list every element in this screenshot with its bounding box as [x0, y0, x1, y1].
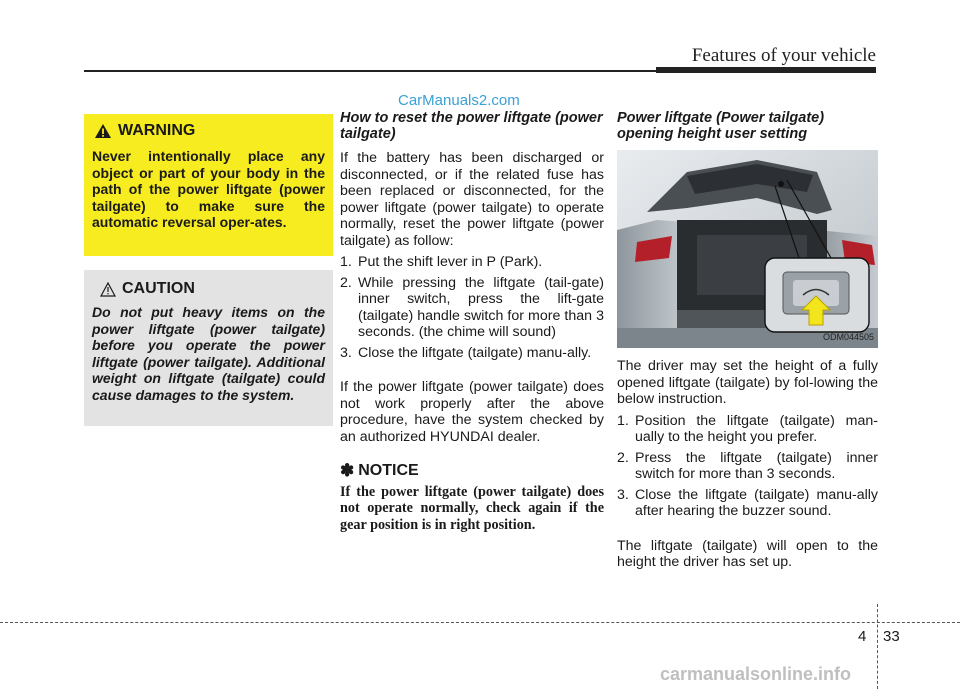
reset-intro: If the battery has been discharged or disconnected, or if the related fuse has been replaced or disconnected, for the power liftgate (power tailgate) to operate normally, reset the power liftgate (power tailgate) as follow:: [340, 150, 604, 249]
step-number: 3.: [617, 486, 629, 503]
warning-box: [84, 114, 333, 256]
image-code: ODM044505: [822, 331, 874, 342]
caution-text: Do not put heavy items on the power liftgate (power tailgate) before you operate the power liftgate (power tailgate). Additional weight on liftgate (tailgate) could cause damages to the system.: [92, 304, 325, 403]
reset-after: If the power liftgate (power tailgate) does not work properly after the above procedure, have the system checked by an authorized HYUNDAI dealer.: [340, 379, 604, 445]
footer-rule: [0, 622, 960, 623]
header-bar: [656, 67, 876, 73]
reset-section: [340, 110, 604, 533]
caution-heading: [92, 280, 325, 298]
height-intro: The driver may set the height of a fully opened liftgate (tailgate) by fol-lowing the below instruction.: [617, 358, 878, 407]
height-step: [617, 413, 878, 446]
warning-triangle-icon: [94, 123, 112, 139]
header-rule: [84, 70, 656, 72]
site-watermark[interactable]: CarManuals2.com: [398, 92, 520, 109]
caution-box: [84, 270, 333, 426]
step-number: 2.: [617, 449, 629, 466]
warning-text: Never intentionally place any object or part of your body in the path of the power liftgate (power tailgate) to make sure the automatic reversal oper-ates.: [92, 148, 325, 230]
step-text: Put the shift lever in P (Park).: [358, 254, 543, 270]
step-number: 1.: [340, 254, 352, 270]
page-number: 33: [883, 628, 900, 645]
height-step: [617, 450, 878, 483]
reset-step: [340, 345, 604, 362]
height-step: [617, 487, 878, 520]
warning-heading-text: WARNING: [118, 122, 196, 139]
step-text: While pressing the liftgate (tail-gate) inner switch, press the lift-gate (tailgate) handle switch for more than 3 seconds. (the chime will sound): [358, 274, 604, 340]
liftgate-photo: [617, 150, 878, 348]
step-text: Close the liftgate (tailgate) manu-ally.: [358, 344, 592, 361]
warning-heading: [92, 122, 325, 140]
footer-divider: [877, 604, 878, 689]
step-number: 3.: [340, 344, 352, 361]
liftgate-illustration-icon: [617, 150, 878, 348]
notice-star-icon: ✽: [340, 461, 355, 480]
height-after: The liftgate (tailgate) will open to the height the driver has set up.: [617, 537, 878, 570]
section-title: Features of your vehicle: [691, 45, 876, 66]
notice-heading: [340, 463, 604, 480]
reset-step: [340, 254, 604, 271]
caution-triangle-icon: [100, 282, 116, 297]
reset-step: [340, 275, 604, 341]
chapter-number: 4: [858, 628, 867, 645]
reset-title: How to reset the power liftgate (power tailgate): [340, 110, 603, 142]
footer-watermark[interactable]: carmanualsonline.info: [660, 664, 852, 684]
caution-heading-text: CAUTION: [122, 280, 195, 297]
height-setting-title: Power liftgate (Power tailgate) opening height user setting: [617, 110, 825, 142]
notice-heading-text: NOTICE: [358, 462, 419, 479]
step-text: Position the liftgate (tailgate) man-ually to the height you prefer.: [635, 412, 878, 445]
step-number: 1.: [617, 412, 629, 429]
step-text: Press the liftgate (tailgate) inner switch for more than 3 seconds.: [635, 449, 878, 482]
height-setting-section: [617, 110, 878, 576]
notice-text: If the power liftgate (power tailgate) does not operate normally, check again if the gear position is in right position.: [340, 483, 604, 533]
step-number: 2.: [340, 274, 352, 291]
step-text: Close the liftgate (tailgate) manu-ally after hearing the buzzer sound.: [635, 486, 878, 519]
